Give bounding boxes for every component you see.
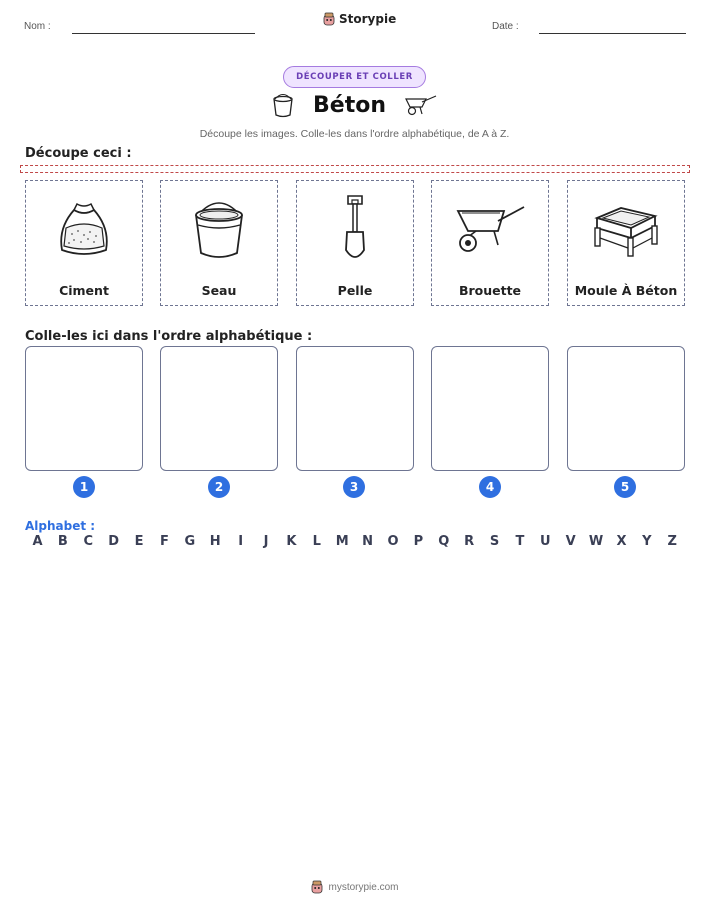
alphabet-letter: S [489,534,500,549]
title-row [0,92,709,118]
page-title: Béton [313,92,386,118]
bucket-icon [271,92,295,118]
footer-url[interactable]: mystorypie.com [328,881,399,893]
alphabet-row [25,534,685,549]
alphabet-letter: C [83,534,94,549]
shovel-icon [340,194,370,264]
name-label: Nom : [24,21,51,32]
card-label: Seau [201,283,237,298]
alphabet-letter: N [362,534,374,549]
wheelbarrow-icon [454,199,526,259]
card-label: Ciment [59,283,109,298]
alphabet-letter: L [312,534,321,549]
alphabet-letter: K [286,534,297,549]
alphabet-letter: V [565,534,576,549]
alphabet-letter: H [209,534,221,549]
cut-card-brouette[interactable] [431,180,549,306]
alphabet-letter: E [134,534,144,549]
alphabet-letter: W [588,534,604,549]
card-label: Moule À Béton [574,283,678,298]
slot-number-2: 2 [208,476,230,498]
activity-badge: DÉCOUPER ET COLLER [283,66,426,88]
slot-number-3: 3 [343,476,365,498]
instructions: Découpe les images. Colle-les dans l'ordre alphabétique, de A à Z. [199,128,510,140]
alphabet-letter: B [57,534,68,549]
alphabet-letter: O [387,534,399,549]
card-label: Brouette [458,283,522,298]
card-label: Pelle [337,283,373,298]
cut-section-title: Découpe ceci : [25,146,132,161]
paste-slot-1[interactable] [25,346,143,471]
alphabet-letter: I [238,534,244,549]
cut-card-seau[interactable] [160,180,278,306]
name-line[interactable] [72,33,255,34]
paste-section-title: Colle-les ici dans l'ordre alphabétique : [25,329,313,344]
slot-number-5: 5 [614,476,636,498]
alphabet-letter: Y [642,534,652,549]
slot-number-1: 1 [73,476,95,498]
storypie-mascot-icon [322,12,336,26]
logo-text: Storypie [339,12,397,26]
bucket-icon [190,197,248,261]
cut-card-pelle[interactable] [296,180,414,306]
paste-slot-2[interactable] [160,346,278,471]
wheelbarrow-icon [404,94,438,116]
alphabet-letter: A [32,534,43,549]
cut-line [20,165,690,173]
alphabet-letter: D [108,534,120,549]
date-label: Date : [492,21,519,32]
alphabet-letter: R [464,534,475,549]
alphabet-letter: Q [438,534,450,549]
alphabet-letter: T [515,534,525,549]
paste-slot-3[interactable] [296,346,414,471]
alphabet-letter: G [184,534,196,549]
alphabet-letter: J [263,534,269,549]
date-line[interactable] [539,33,686,34]
alphabet-label: Alphabet : [25,519,96,533]
alphabet-letter: X [616,534,627,549]
alphabet-letter: U [540,534,551,549]
cement-bag-icon [54,198,114,260]
paste-slot-4[interactable] [431,346,549,471]
cut-card-ciment[interactable] [25,180,143,306]
alphabet-letter: F [160,534,169,549]
alphabet-letter: M [335,534,349,549]
footer [0,880,709,894]
storypie-mascot-icon [310,880,324,894]
concrete-mold-icon [591,198,661,260]
alphabet-letter: Z [667,534,677,549]
slot-number-4: 4 [479,476,501,498]
alphabet-letter: P [413,534,424,549]
paste-slot-5[interactable] [567,346,685,471]
storypie-logo [322,12,396,26]
cut-card-moule-a-beton[interactable] [567,180,685,306]
